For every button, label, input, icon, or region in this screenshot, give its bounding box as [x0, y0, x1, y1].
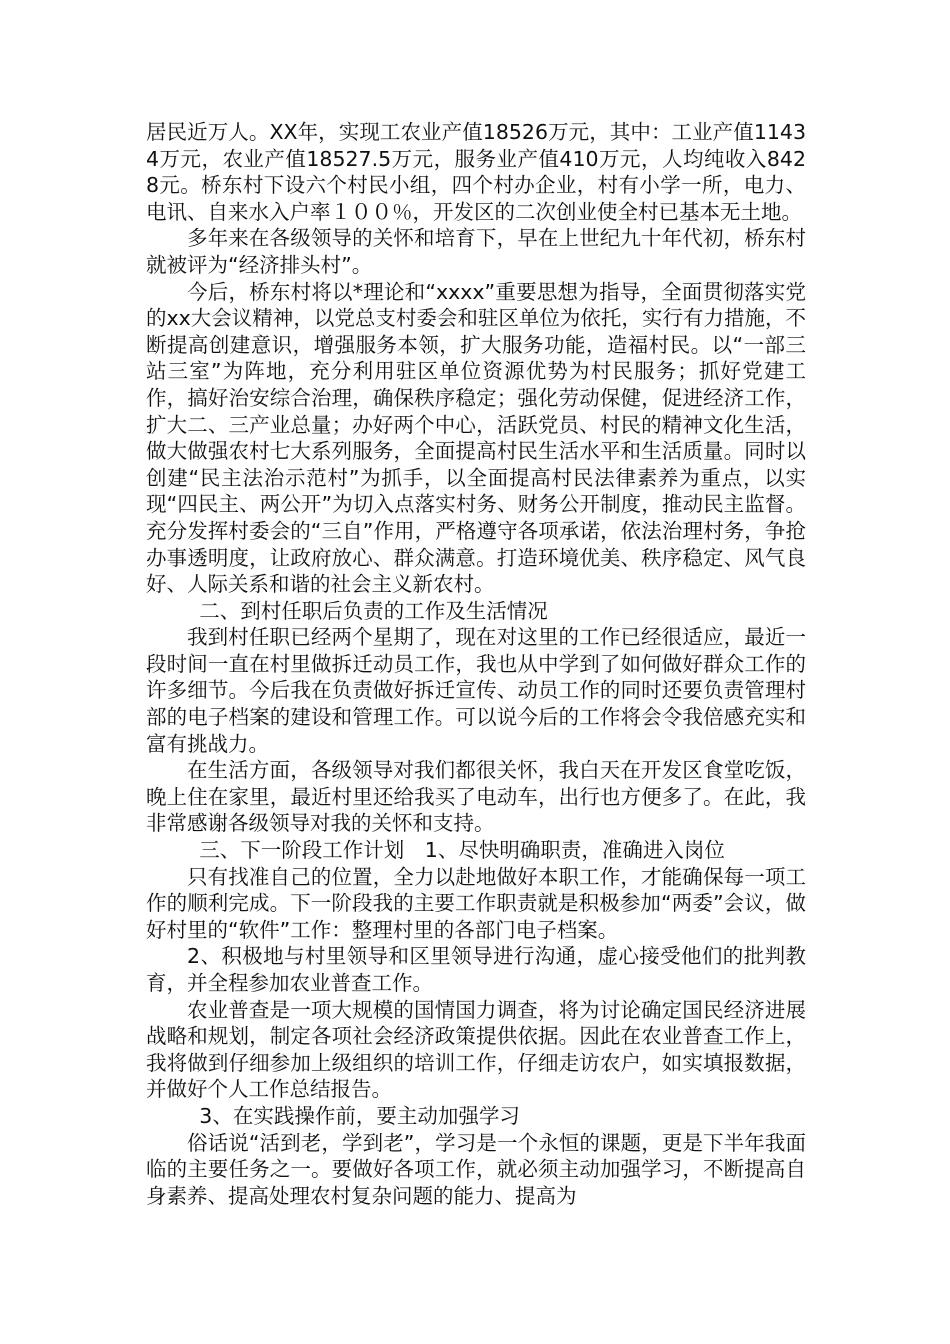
- section-heading-next-plan: 三、下一阶段工作计划 1、尽快明确职责，准确进入岗位: [199, 838, 725, 863]
- section-heading-work-and-life: 二、到村任职后负责的工作及生活情况: [199, 598, 548, 623]
- paragraph-future-plan: 今后，桥东村将以*理论和“xxxx”重要思想为指导，全面贯彻落实党的xx大会议精神，以党总支村委会和驻区单位为依托，实行有力措施，不断提高创建意识，增强服务本领，扩大服务功能，造福村民。以“一部三站三室”为阵地，充分利用驻区单位资源优势为村民服务；抓好党建工作，搞好治安综合治理，确保秩序稳定；强化劳动保健，促进经济工作，扩大二、三产业总量；办好两个中心，活跃党员、村民的精神文化生活，做大做强农村七大系列服务，全面提高村民生活水平和生活质量。同时以创建“民主法治示范村”为抓手，以全面提高村民法律素养为重点，以实现“四民主、两公开”为切入点落实村务、财务公开制度，推动民主监督。充分发挥村委会的“三自”作用，严格遵守各项承诺，依法治理村务，争抢办事透明度，让政府放心、群众满意。打造环境优美、秩序稳定、风气良好、人际关系和谐的社会主义新农村。: [146, 279, 806, 597]
- paragraph-lifelong-learning: 俗话说“活到老，学到老”，学习是一个永恒的课题，更是下半年我面临的主要任务之一。要做好各项工作，就必须主动加强学习，不断提高自身素养、提高处理农村复杂问题的能力、提高为: [146, 1130, 806, 1208]
- paragraph-leadership-care: 多年来在各级领导的关怀和培育下，早在上世纪九十年代初，桥东村就被评为“经济排头村”。: [146, 226, 806, 277]
- document-body: [146, 119, 806, 1209]
- paragraph-work-situation: 我到村任职已经两个星期了，现在对这里的工作已经很适应，最近一段时间一直在村里做拆迁动员工作，我也从中学到了如何做好群众工作的许多细节。今后我在负责做好拆迁宣传、动员工作的同时还要负责管理村部的电子档案的建设和管理工作。可以说今后的工作将会令我倍感充实和富有挑战力。: [146, 625, 806, 756]
- paragraph-life-situation: 在生活方面，各级领导对我们都很关怀，我白天在开发区食堂吃饭，晚上住在家里，最近村里还给我买了电动车，出行也方便多了。在此，我非常感谢各级领导对我的关怀和支持。: [146, 758, 806, 836]
- paragraph-village-overview: 居民近万人。XX年，实现工农业产值18526万元，其中：工业产值11434万元，农业产值18527.5万元，服务业产值410万元，人均纯收入8428元。桥东村下设六个村民小组，四个村办企业，村有小学一所，电力、电讯、自来水入户率１００％，开发区的二次创业使全村已基本无土地。: [146, 120, 806, 224]
- paragraph-duties: 只有找准自己的位置，全力以赴地做好本职工作，才能确保每一项工作的顺利完成。下一阶段我的主要工作职责就是积极参加“两委”会议，做好村里的“软件”工作：整理村里的各部门电子档案。: [146, 864, 806, 942]
- section-heading-study: 3、在实践操作前，要主动加强学习: [199, 1103, 520, 1128]
- paragraph-agricultural-census: 农业普查是一项大规模的国情国力调查，将为讨论确定国民经济进展战略和规划，制定各项社会经济政策提供依据。因此在农业普查工作上，我将做到仔细参加上级组织的培训工作，仔细走访农户，如实填报数据，并做好个人工作总结报告。: [146, 997, 806, 1102]
- paragraph-communication: 2、积极地与村里领导和区里领导进行沟通，虚心接受他们的批判教育，并全程参加农业普查工作。: [146, 944, 806, 995]
